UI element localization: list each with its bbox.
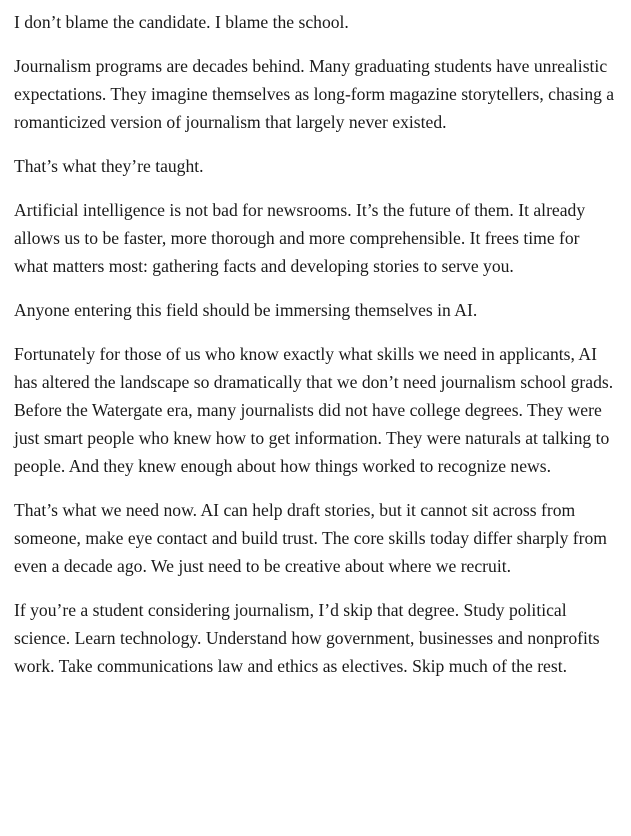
paragraph-3: That’s what they’re taught. xyxy=(14,156,204,176)
paragraph-2: Journalism programs are decades behind. Many graduating students have unrealistic expectations. They imagine themselves as long-form magazine storytellers, chasing a romanticized version of journalism that largely never existed. xyxy=(14,56,615,132)
paragraph-1: I don’t blame the candidate. I blame the school. xyxy=(14,12,349,32)
paragraph-6: Fortunately for those of us who know exactly what skills we need in applicants, AI has altered the landscape so dramatically that we don’t need journalism school grads. Before the Watergate era, many journalists did not have college degrees. They were just smart people who knew how to get information. They were naturals at talking to people. And they knew enough about how things worked to recognize news. xyxy=(14,344,614,476)
paragraph-7: That’s what we need now. AI can help draft stories, but it cannot sit across from someone, make eye contact and build trust. The core skills today differ sharply from even a decade ago. We just need to be creative about where we recruit. xyxy=(14,500,607,576)
paragraph-8: If you’re a student considering journalism, I’d skip that degree. Study political science. Learn technology. Understand how government, businesses and nonprofits work. Take communications law and ethics as electives. Skip much of the rest. xyxy=(14,600,600,676)
paragraph-5: Anyone entering this field should be immersing themselves in AI. xyxy=(14,300,478,320)
paragraph-4: Artificial intelligence is not bad for newsrooms. It’s the future of them. It already allows us to be faster, more thorough and more comprehensible. It frees time for what matters most: gathering facts and developing stories to serve you. xyxy=(14,200,586,276)
